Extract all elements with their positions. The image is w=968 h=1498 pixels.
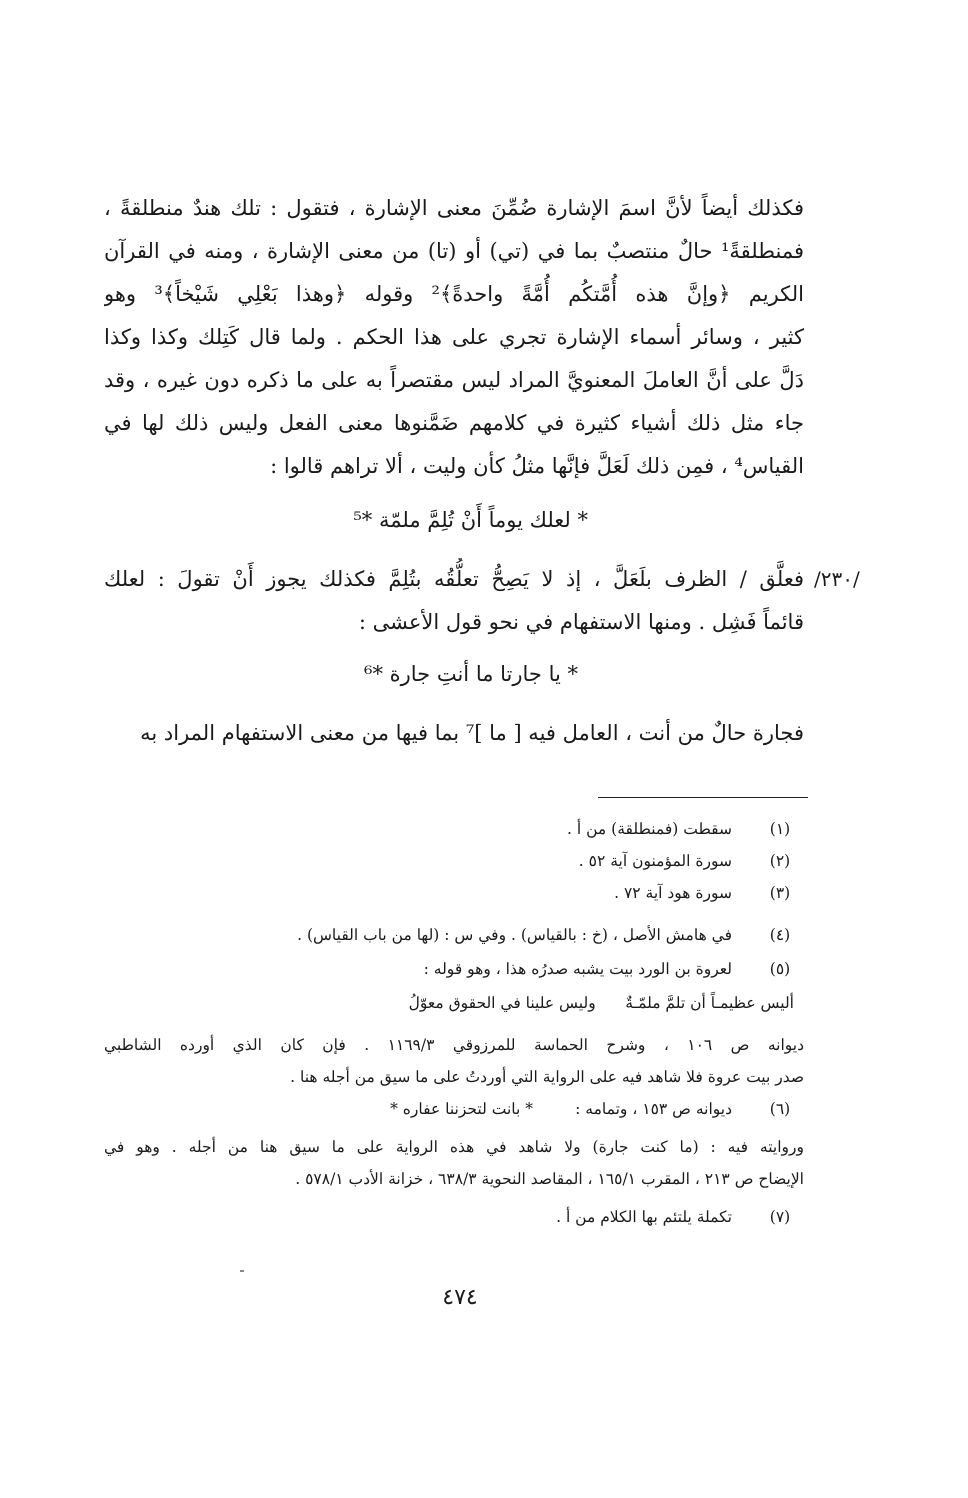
footnote-number: (١) [769, 820, 791, 838]
footnote-number: (٧) [769, 1208, 791, 1226]
footnote-5-continuation: صدر بيت عروة فلا شاهد فيه على الرواية التي أوردتُ على ما سيق من أجله هنا . [290, 1068, 804, 1086]
main-paragraph-1 [104, 187, 804, 488]
manuscript-folio-marker: /٢٣٠/ [814, 567, 860, 591]
footnote-text: سقطت (فمنطلقة) من أ . [567, 820, 732, 838]
page-number: ٤٧٤ [442, 1285, 478, 1310]
body-line: فكذلك أيضاً لأنَّ اسمَ الإشارة ضُمِّنَ معنى الإشارة ، فتقول : تلك هندٌ منطلقةً ، [104, 196, 804, 220]
body-line: دَلَّ على أنَّ العاملَ المعنويَّ المراد ليس مقتصراً به على ما ذكره دون غيره ، وقد [104, 368, 804, 392]
body-line: فجارة حالٌ من أنت ، العامل فيه [ ما ]⁷ بما فيها من معنى الاستفهام المراد به [140, 721, 804, 745]
body-line: كثير ، وسائر أسماء الإشارة تجري على هذا الحكم . ولما قال كَتِلك وكذا وكذا [104, 325, 804, 349]
verse-quotation-1: * لعلك يوماً أَنْ تُلِمَّ ملمّة *⁵ [353, 508, 588, 532]
footnote-6-continuation: الإيضاح ص ٢١٣ ، المقرب ١٦٥/١ ، المقاصد النحوية ٦٣٨/٣ ، خزانة الأدب ٥٧٨/١ . [295, 1170, 804, 1188]
footnote-number: (٥) [769, 960, 791, 978]
body-line: الكريم ﴿وإنَّ هذه أُمَّتكُم أُمَّةً واحدةً﴾² وقوله ﴿وهذا بَعْلِي شَيْخاً﴾³ وهو [104, 282, 804, 306]
footnote-separator [598, 797, 808, 798]
footnote-text: سورة المؤمنون آية ٥٢ . [578, 852, 732, 870]
body-line: قائماً فَشِل . ومنها الاستفهام في نحو قول الأعشى : [358, 610, 804, 634]
footnote-5-verse: أليس عظيمـاً أن تلمَّ ملمّـةٌ وليس علينا في الحقوق معوّلُ [408, 994, 794, 1012]
footnote-text: في هامش الأصل ، (خ : بالقياس) . وفي س : (لها من باب القياس) . [297, 926, 732, 944]
footnote-text: تكملة يلتئم بها الكلام من أ . [556, 1208, 732, 1226]
footnote-text: ديوانه ص ١٥٣ ، وتمامه : [575, 1100, 732, 1118]
footnote-text: سورة هود آية ٧٢ . [614, 884, 732, 902]
footnote-verse: * بانت لتحزننا عفاره * [390, 1100, 533, 1118]
main-paragraph-2 [104, 558, 804, 644]
body-line: فعلَّق / الظرف بلَعَلَّ ، إذ لا يَصِحُّ تعلُّقُه بتُلِمَّ فكذلك يجوز أَنْ تقولَ : لعلك [104, 567, 804, 591]
footnote-number: (٢) [769, 852, 791, 870]
footnote-6-continuation: وروايته فيه : (ما كنت جارة) ولا شاهد في هذه الرواية على ما سيق هنا من أجله . وهو في [104, 1138, 804, 1156]
footnote-number: (٤) [769, 926, 791, 944]
verse-quotation-2: * يا جارتا ما أنتِ جارة *⁶ [364, 662, 578, 686]
body-line: فمنطلقةً¹ حالٌ منتصبٌ بما في (تي) أو (تا) من معنى الإشارة ، ومنه في القرآن [104, 239, 804, 263]
footnote-number: (٦) [769, 1100, 791, 1118]
body-line: جاء مثل ذلك أشياء كثيرة في كلامهم ضَمَّنوها معنى الفعل وليس ذلك لها في [104, 411, 804, 435]
main-paragraph-3 [104, 712, 804, 755]
body-line: القياس⁴ ، فمِن ذلك لَعَلَّ فإنَّها مثلُ كأن وليت ، ألا تراهم قالوا : [270, 454, 804, 478]
footnote-text: لعروة بن الورد بيت يشبه صدرُه هذا ، وهو قوله : [423, 960, 732, 978]
footnote-5-continuation: ديوانه ص ١٠٦ ، وشرح الحماسة للمرزوقي ١١٦٩/٣ . فإن كان الذي أورده الشاطبي [104, 1036, 804, 1054]
scan-speck [240, 1270, 244, 1272]
footnote-number: (٣) [769, 884, 791, 902]
